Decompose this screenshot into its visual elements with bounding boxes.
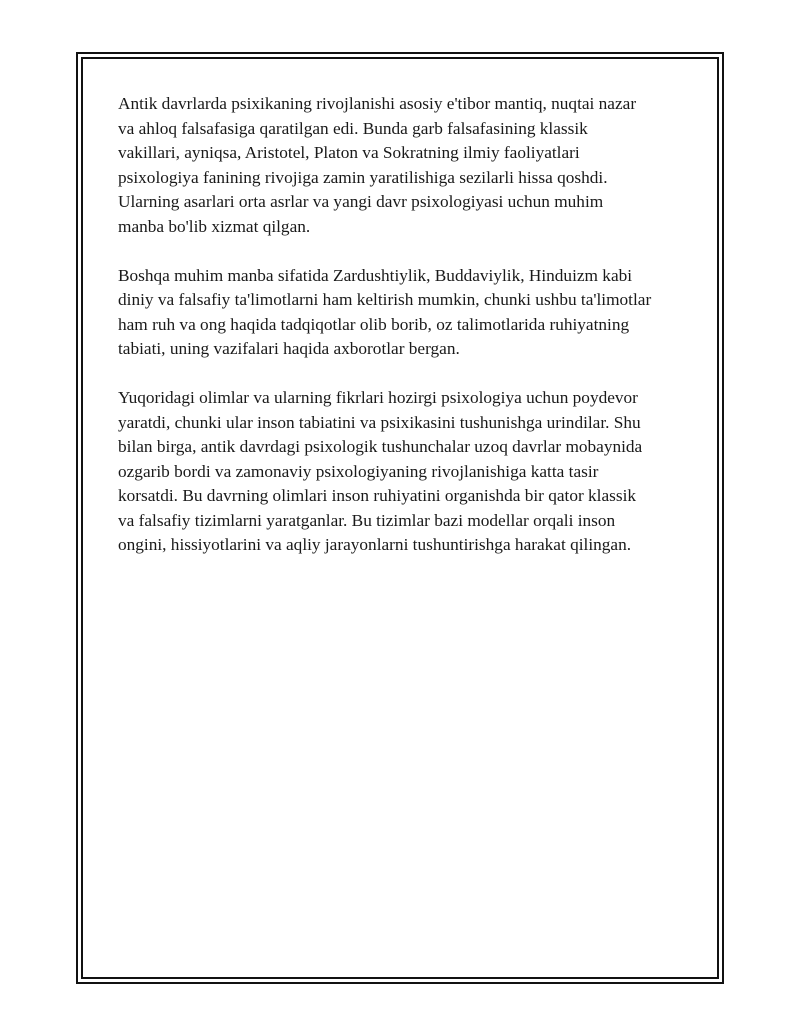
- text-line: ongini, hissiyotlarini va aqliy jarayonlarni tushuntirishga harakat qilingan.: [118, 535, 632, 554]
- text-line: korsatdi. Bu davrning olimlari inson ruhiyatini organishda bir qator klassik: [118, 486, 637, 505]
- paragraph-3: [118, 386, 698, 558]
- text-line: Antik davrlarda psixikaning rivojlanishi asosiy e'tibor mantiq, nuqtai nazar: [118, 94, 637, 113]
- text-line: vakillari, ayniqsa, Aristotel, Platon va Sokratning ilmiy faoliyatlari: [118, 143, 580, 162]
- text-line: diniy va falsafiy ta'limotlarni ham keltirish mumkin, chunki ushbu ta'limotlar: [118, 290, 652, 309]
- text-line: va falsafiy tizimlarni yaratganlar. Bu tizimlar bazi modellar orqali inson: [118, 510, 616, 530]
- text-line: tabiati, uning vazifalari haqida axborotlar bergan.: [118, 339, 460, 358]
- text-line: ozgarib bordi va zamonaviy psixologiyaning rivojlanishiga katta tasir: [118, 461, 599, 481]
- text-line: Yuqoridagi olimlar va ularning fikrlari hozirgi psixologiya uchun poydevor: [118, 388, 638, 407]
- text-line: ham ruh va ong haqida tadqiqotlar olib borib, oz talimotlarida ruhiyatning: [118, 314, 630, 334]
- text-line: psixologiya fanining rivojiga zamin yaratilishiga sezilarli hissa qoshdi.: [118, 167, 608, 187]
- text-line: bilan birga, antik davrdagi psixologik tushunchalar uzoq davrlar mobaynida: [118, 437, 643, 456]
- text-line: manba bo'lib xizmat qilgan.: [118, 216, 311, 236]
- text-line: Ularning asarlari orta asrlar va yangi davr psixologiyasi uchun muhim: [118, 192, 604, 211]
- text-line: va ahloq falsafasiga qaratilgan edi. Bunda garb falsafasining klassik: [118, 118, 588, 138]
- paragraph-2: [118, 264, 698, 362]
- document-body: [118, 92, 698, 582]
- text-line: Boshqa muhim manba sifatida Zardushtiylik, Buddaviylik, Hinduizm kabi: [118, 265, 633, 285]
- paragraph-1: [118, 92, 698, 239]
- text-line: yaratdi, chunki ular inson tabiatini va psixikasini tushunishga urindilar. Shu: [118, 412, 641, 432]
